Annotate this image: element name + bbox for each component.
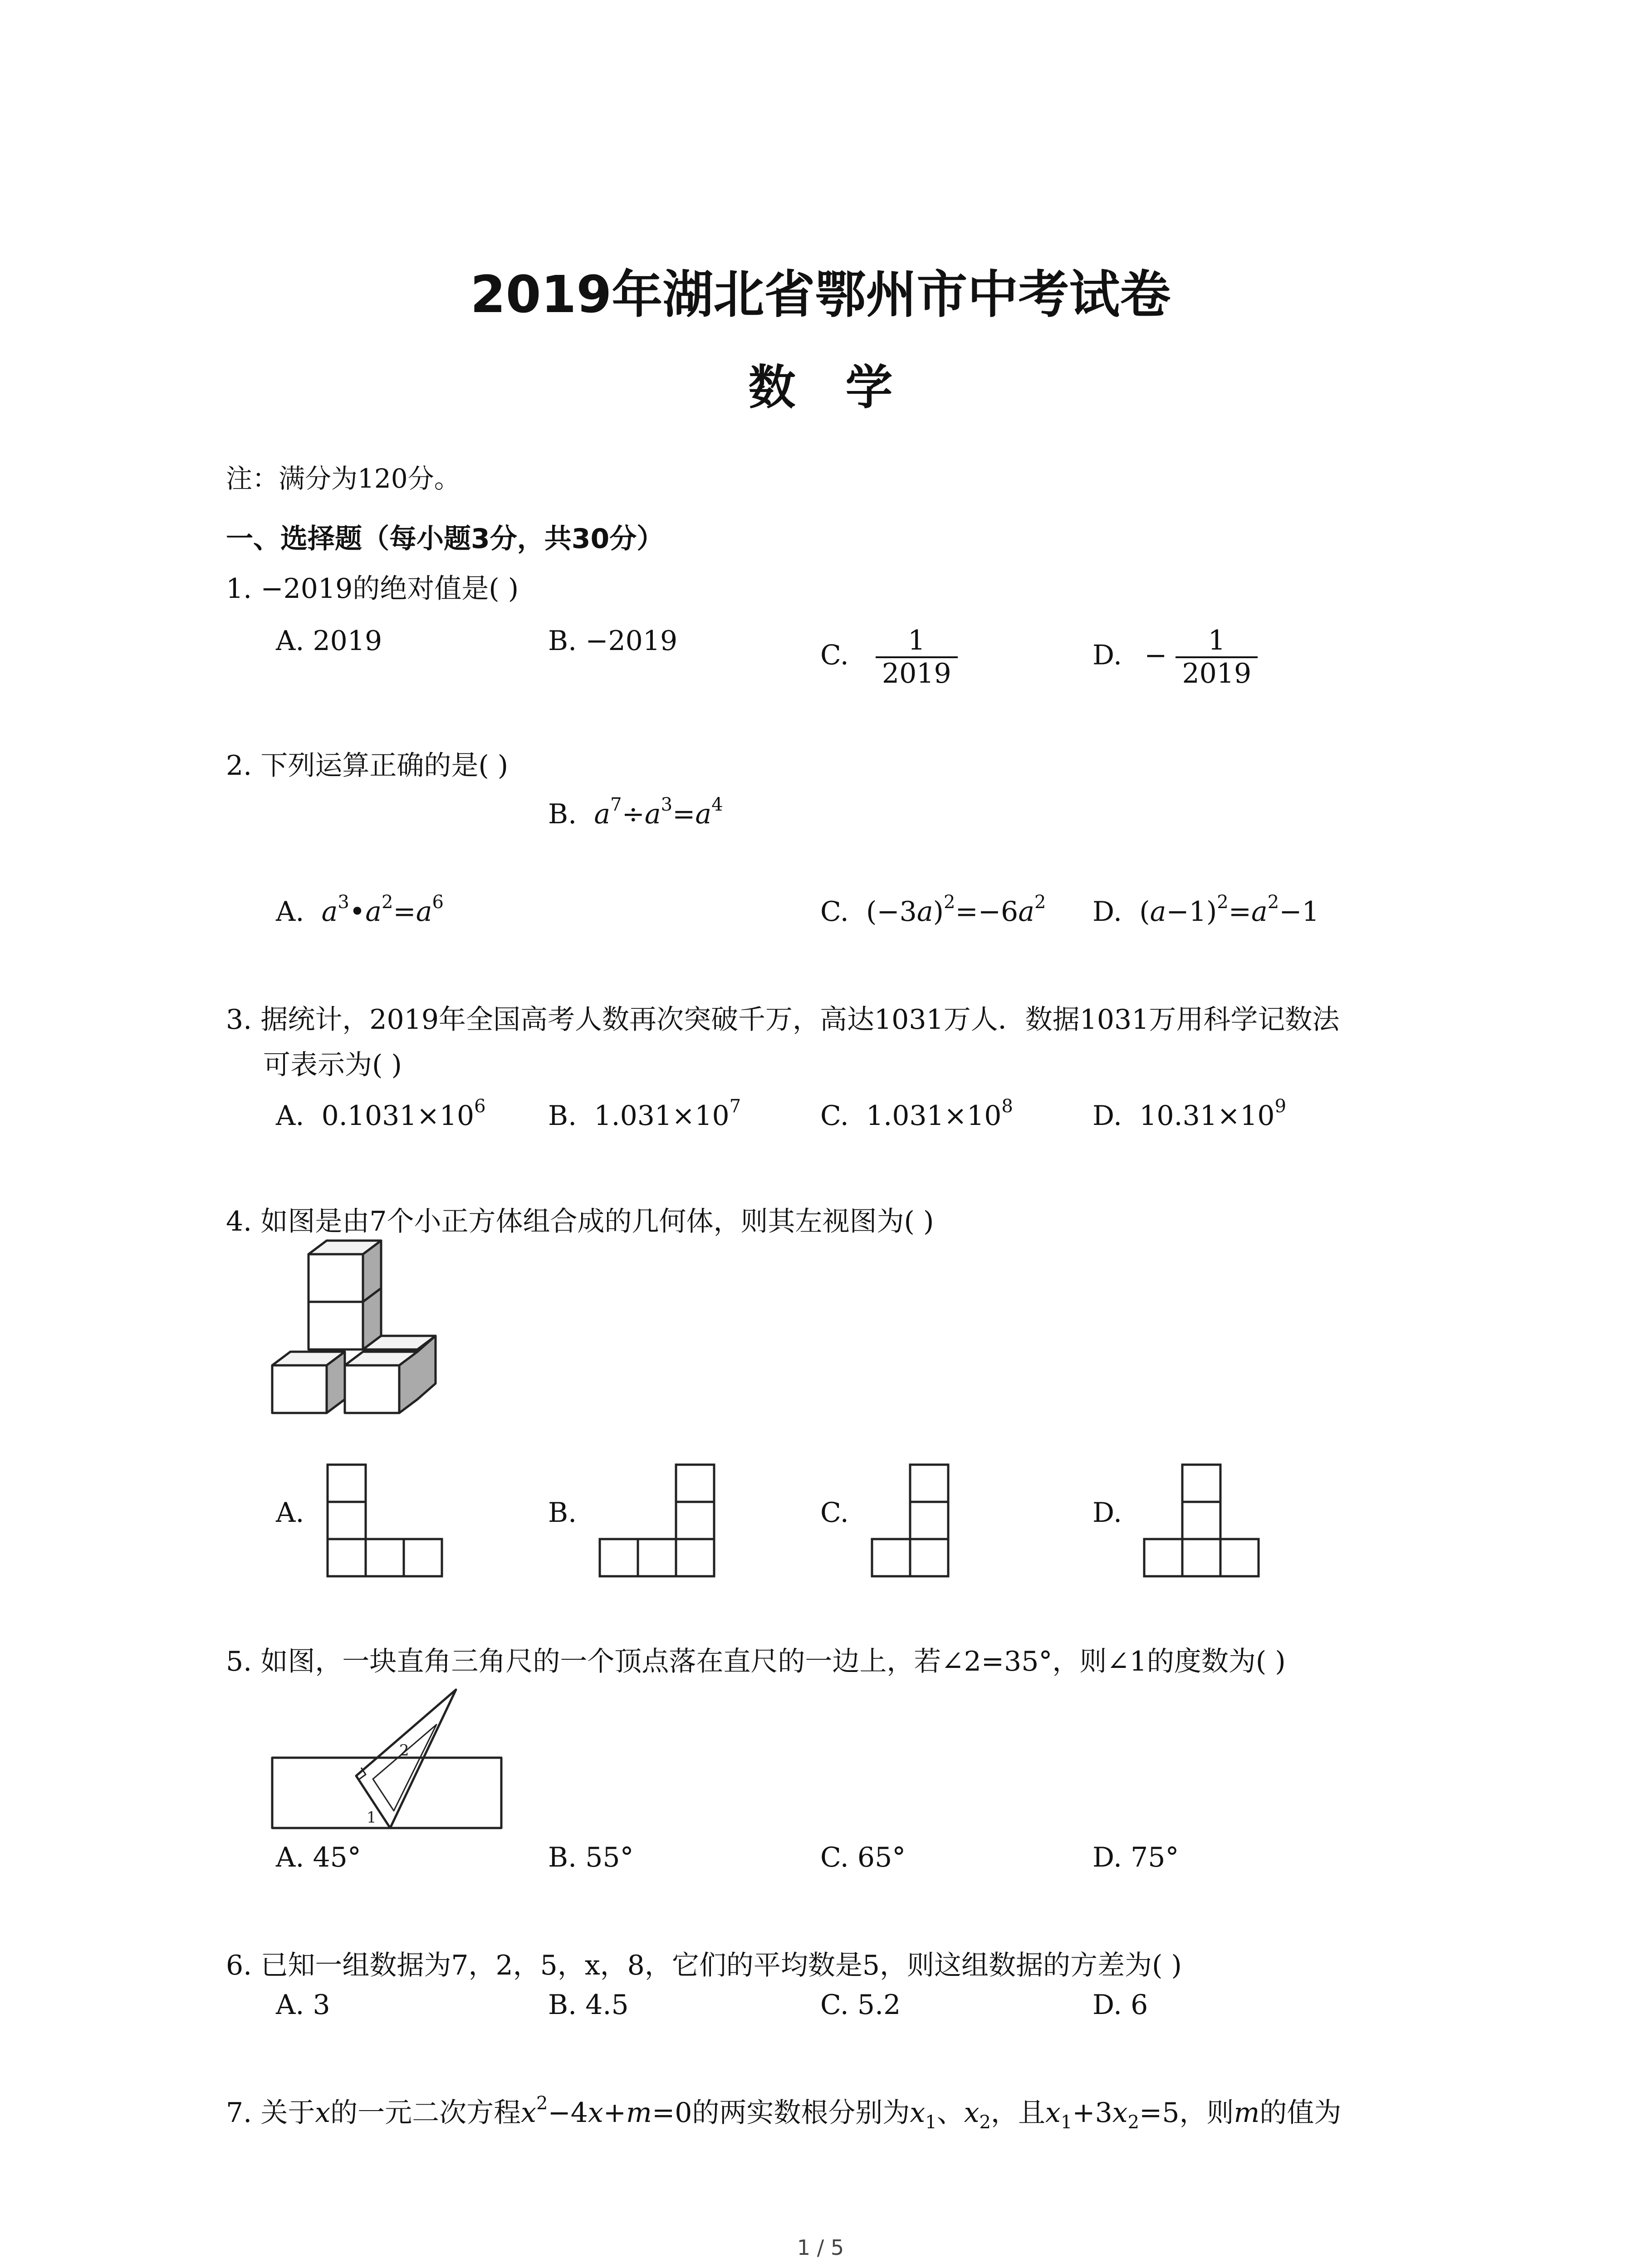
q4-solid-figure bbox=[268, 1238, 458, 1456]
q4-option-c-label: C. bbox=[820, 1497, 849, 1529]
angle-2-label: 2 bbox=[399, 1741, 409, 1760]
q4-option-d-view bbox=[1142, 1463, 1265, 1579]
question-4-stem: 4. 如图是由7个小正方体组合成的几何体，则其左视图为( ) bbox=[226, 1206, 934, 1237]
q2-option-c: C. $(-3a)^2=-6a^2$ bbox=[820, 892, 1046, 928]
question-1-stem: 1. −2019的绝对值是( ) bbox=[226, 573, 519, 605]
q5-option-d: D. 75° bbox=[1092, 1842, 1179, 1873]
q1-option-a: A. 2019 bbox=[276, 625, 382, 657]
q3-option-a: A. $0.1031\times 10^6$ bbox=[276, 1096, 486, 1132]
q1-option-b: B. −2019 bbox=[548, 625, 678, 657]
q2-option-a: A. $a^3•a^2=a^6$ bbox=[276, 892, 444, 928]
q6-option-c: C. 5.2 bbox=[820, 1989, 901, 2021]
q3-option-c: C. $1.031\times 10^8$ bbox=[820, 1096, 1013, 1132]
q1-option-d bbox=[1092, 625, 1258, 689]
subject-title: 数学 bbox=[748, 360, 943, 415]
q4-option-b-label: B. bbox=[548, 1497, 577, 1529]
q1-d-numerator: 1 bbox=[1208, 625, 1225, 656]
question-2-stem: 2. 下列运算正确的是( ) bbox=[226, 750, 509, 782]
q1-option-c-label: C. bbox=[820, 639, 849, 671]
q6-option-b: B. 4.5 bbox=[548, 1989, 629, 2021]
section-heading-choice: 一、选择题（每小题3分，共30分） bbox=[226, 523, 664, 555]
angle-1-label: 1 bbox=[367, 1809, 377, 1827]
q6-option-a: A. 3 bbox=[276, 1989, 330, 2021]
q1-c-numerator: 1 bbox=[908, 625, 926, 656]
ruler bbox=[272, 1758, 501, 1828]
q5-option-a: A. 45° bbox=[276, 1842, 361, 1873]
q2-option-b: B. $a^7\div a^3=a^4$ bbox=[548, 794, 723, 830]
q3-option-b: B. $1.031\times 10^7$ bbox=[548, 1096, 741, 1132]
question-3-stem-line1: 3. 据统计，2019年全国高考人数再次突破千万，高达1031万人．数据1031万用科学记数法 bbox=[226, 1004, 1340, 1036]
q6-option-d: D. 6 bbox=[1092, 1989, 1148, 2021]
question-7-stem: 7. 关于x的一元二次方程$x^2-4x+m=0$的两实数根分别为$x_1$、$x_2$，且$x_1+3x_2=5$，则m的值为 bbox=[226, 2093, 1342, 2133]
q3-option-d: D. $10.31\times 10^9$ bbox=[1092, 1096, 1287, 1132]
q1-option-c bbox=[820, 625, 958, 689]
page-title: 2019年湖北省鄂州市中考试卷 bbox=[470, 265, 1171, 324]
question-3-stem-line2: 可表示为( ) bbox=[263, 1049, 402, 1081]
q5-option-c: C. 65° bbox=[820, 1842, 906, 1873]
q4-option-b-view bbox=[598, 1463, 720, 1579]
question-6-stem: 6. 已知一组数据为7，2，5，x，8，它们的平均数是5，则这组数据的方差为( ) bbox=[226, 1950, 1182, 1981]
q1-option-d-label: D. bbox=[1092, 639, 1122, 671]
q1-option-c-fraction bbox=[876, 625, 958, 689]
q4-option-a-label: A. bbox=[276, 1497, 304, 1529]
q4-option-d-label: D. bbox=[1092, 1497, 1122, 1529]
q5-ruler-triangle-figure bbox=[268, 1687, 513, 1837]
q5-option-b: B. 55° bbox=[548, 1842, 634, 1873]
q2-option-d: D. $(a-1)^2=a^2-1$ bbox=[1092, 892, 1319, 928]
score-note: 注：满分为120分。 bbox=[226, 463, 460, 494]
q1-c-denominator: 2019 bbox=[876, 656, 958, 689]
q1-option-d-sign: − bbox=[1144, 639, 1167, 671]
q1-d-denominator: 2019 bbox=[1176, 656, 1258, 689]
q4-option-a-view bbox=[326, 1463, 448, 1579]
page-number: 1 / 5 bbox=[797, 2235, 844, 2260]
question-5-stem: 5. 如图，一块直角三角尺的一个顶点落在直尺的一边上，若∠2=35°，则∠1的度数为( ) bbox=[226, 1646, 1286, 1677]
q4-option-c-view bbox=[870, 1463, 956, 1579]
q1-option-d-fraction bbox=[1176, 625, 1258, 689]
